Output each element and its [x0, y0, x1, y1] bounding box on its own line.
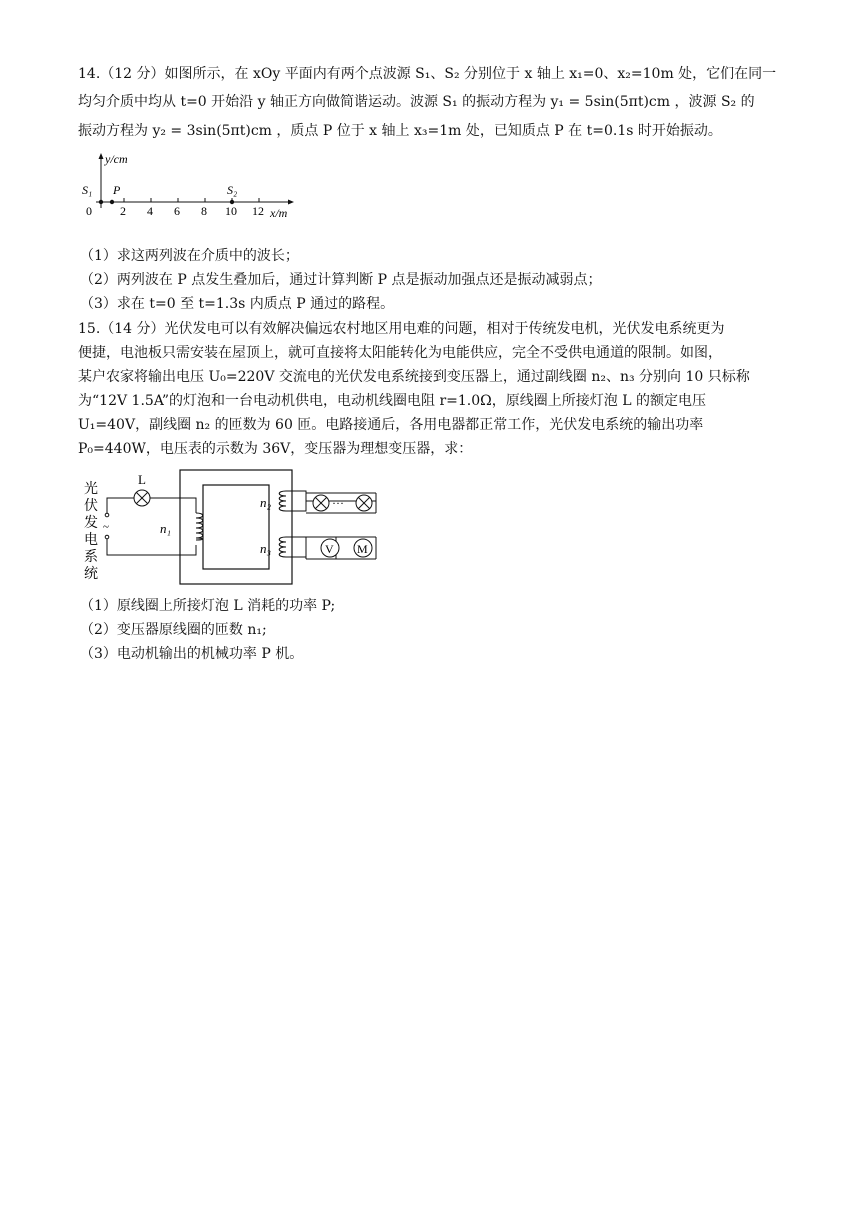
transformer-core	[180, 470, 292, 584]
tick-label-6: 6	[174, 204, 180, 218]
tick-label-12: 12	[252, 204, 264, 218]
p-label: P	[113, 183, 121, 197]
origin-label: 0	[86, 204, 92, 218]
source-char-2: 伏	[84, 499, 98, 514]
secondary-coil-n2	[279, 491, 286, 511]
n3-label: n₃	[260, 541, 272, 556]
tick-label-4: 4	[147, 204, 153, 218]
secondary-coil-n3	[279, 537, 286, 557]
n1-label: n₁	[160, 521, 172, 536]
q15-line-4: 为“12V 1.5A”的灯泡和一台电动机供电，电动机线圈电阻 r=1.0Ω，原线圈上所接灯泡 L 的额定电压	[78, 393, 706, 409]
s1-label: S₁	[82, 183, 93, 197]
q15-line-5: U₁=40V，副线圈 n₂ 的匝数为 60 匝。电路接通后，各用电器都正常工作，光伏发电系统的输出功率	[78, 417, 704, 433]
source-char-1: 光	[84, 482, 98, 497]
q15-line-1: 15.（14 分）光伏发电可以有效解决偏远农村地区用电难的问题，相对于传统发电机，光伏发电系统更为	[78, 321, 725, 337]
svg-text:~: ~	[103, 521, 109, 533]
q15-line-6: P₀=440W，电压表的示数为 36V，变压器为理想变压器，求：	[78, 441, 473, 457]
source-char-6: 统	[84, 567, 98, 582]
motor-label: M	[357, 542, 368, 556]
q14-line-2: 均匀介质中均从 t=0 开始沿 y 轴正方向做简谐运动。波源 S₁ 的振动方程为 y₁ = 5sin(5πt)cm ，波源 S₂ 的	[78, 94, 755, 110]
q15-part-3: （3）电动机输出的机械功率 P 机。	[80, 646, 304, 662]
lamps-ellipsis: ···	[332, 496, 344, 510]
tick-label-2: 2	[120, 204, 126, 218]
source-terminal-bottom	[105, 535, 109, 539]
q14-part-1: （1）求这两列波在介质中的波长；	[80, 248, 299, 264]
lamp-l-label: L	[138, 472, 146, 487]
primary-coil	[196, 513, 203, 540]
q15-part-1: （1）原线圈上所接灯泡 L 消耗的功率 P;	[80, 598, 336, 614]
source-char-4: 电	[84, 533, 98, 548]
s2-label: S₂	[227, 183, 238, 197]
source-terminal-top	[105, 513, 109, 517]
y-axis-label: y/cm	[105, 152, 128, 166]
s1-point	[99, 200, 103, 204]
wave-axis-figure	[78, 150, 308, 230]
q14-line-1: 14.（12 分）如图所示，在 xOy 平面内有两个点波源 S₁、S₂ 分别位于 x 轴上 x₁=0、x₂=10m 处，它们在同一	[78, 66, 777, 82]
tick-label-10: 10	[225, 204, 237, 218]
q14-part-3: （3）求在 t=0 至 t=1.3s 内质点 P 通过的路程。	[80, 296, 395, 312]
q14-line-3: 振动方程为 y₂ = 3sin(5πt)cm ，质点 P 位于 x 轴上 x₃=1m 处，已知质点 P 在 t=0.1s 时开始振动。	[78, 123, 722, 139]
transformer-circuit-figure	[76, 465, 386, 590]
p-point	[110, 200, 114, 204]
n2-label: n₂	[260, 495, 272, 510]
source-char-5: 系	[84, 550, 98, 565]
x-axis-label: x/m	[270, 206, 288, 220]
q15-line-2: 便捷，电池板只需安装在屋顶上，就可直接将太阳能转化为电能供应，完全不受供电通道的限制。如图，	[78, 345, 722, 361]
source-char-3: 发	[84, 516, 98, 531]
tick-label-8: 8	[201, 204, 207, 218]
q14-part-2: （2）两列波在 P 点发生叠加后，通过计算判断 P 点是振动加强点还是振动减弱点；	[80, 272, 602, 288]
voltmeter-label: V	[325, 542, 334, 556]
q15-part-2: （2）变压器原线圈的匝数 n₁;	[80, 622, 267, 638]
q15-line-3: 某户农家将输出电压 U₀=220V 交流电的光伏发电系统接到变压器上，通过副线圈 n₂、n₃ 分别向 10 只标称	[78, 369, 750, 385]
